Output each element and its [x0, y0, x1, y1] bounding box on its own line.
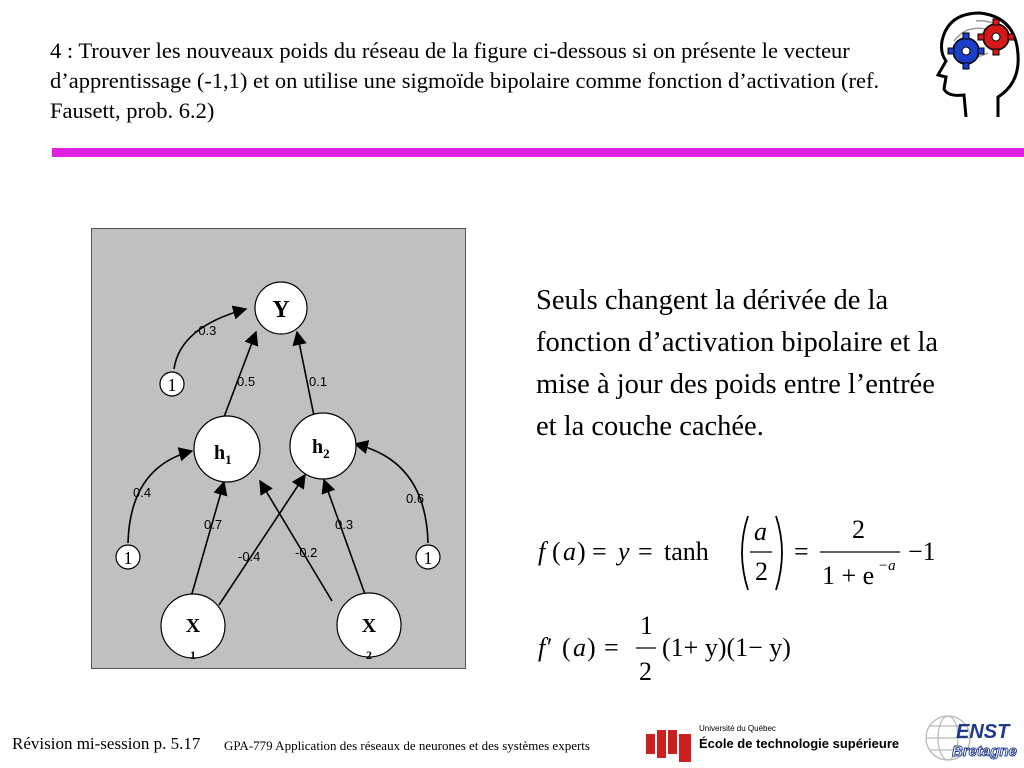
equation-derivative: [536, 608, 856, 688]
label-y: Y: [272, 297, 290, 323]
svg-text:=: =: [794, 537, 809, 566]
label-bias-h1: 1: [123, 548, 133, 568]
svg-text:): ): [577, 537, 586, 566]
svg-text:1 + e: 1 + e: [822, 561, 875, 590]
svg-text:): ): [587, 633, 596, 662]
title-divider: [52, 148, 1024, 157]
edge-x2-h2: [324, 480, 366, 597]
node-h1: [194, 416, 260, 482]
svg-text:1: 1: [640, 611, 653, 640]
svg-text:(1+ y)(1− y): (1+ y)(1− y): [662, 633, 791, 662]
svg-text:=: =: [638, 537, 653, 566]
weight-x1-h2: -0.4: [238, 549, 261, 564]
svg-text:(: (: [562, 633, 571, 662]
svg-text:ENST: ENST: [956, 721, 1010, 743]
svg-text:=: =: [604, 633, 619, 662]
svg-text:f: f: [538, 537, 546, 566]
label-bias-y: 1: [167, 375, 177, 395]
svg-text:(: (: [552, 537, 561, 566]
footer-course: GPA-779 Application des réseaux de neurones et des systèmes experts: [224, 738, 590, 753]
footer-revision: Révision mi-session p. 5.17: [12, 734, 201, 753]
svg-text:a: a: [563, 537, 576, 566]
label-x1-sub: 1: [190, 648, 196, 662]
weight-bias-h2: 0.6: [406, 491, 425, 506]
slide-title: 4 : Trouver les nouveaux poids du réseau de la figure ci-dessous si on présente le vecteur d’apprentissage (-1,1) et on utilise une sigmoïde bipolaire comme fonction d’activation (ref. Fausett, prob. 6.2): [50, 38, 880, 123]
svg-text:f′: f′: [538, 633, 551, 662]
edge-x2-h1: [260, 481, 332, 601]
weight-h2-y: 0.1: [309, 374, 328, 389]
label-x2: X: [361, 615, 377, 637]
weight-x1-h1: 0.7: [204, 517, 223, 532]
uq-name: Université du Québec: [699, 724, 776, 733]
label-x1: X: [185, 615, 201, 637]
svg-text:2: 2: [852, 515, 865, 544]
edge-x1-h2: [219, 475, 305, 605]
ets-brand: [699, 724, 899, 754]
svg-text:=: =: [592, 537, 607, 566]
ets-name: École de technologie supérieure: [699, 736, 900, 751]
edge-bias-y: [174, 309, 246, 369]
svg-text:a: a: [754, 517, 767, 546]
svg-text:Bretagne: Bretagne: [952, 743, 1018, 760]
svg-text:−a: −a: [878, 558, 896, 574]
label-bias-h2: 1: [423, 548, 433, 568]
label-x2-sub: 2: [366, 648, 372, 662]
brain-gears-icon: [936, 5, 1022, 121]
label-h2: $h_2$: [312, 436, 330, 461]
equation-activation: [536, 508, 976, 598]
ets-logo-icon: [646, 726, 694, 762]
svg-text:a: a: [573, 633, 586, 662]
svg-text:tanh: tanh: [664, 537, 709, 566]
weight-bias-h1: 0.4: [133, 485, 152, 500]
svg-text:−1: −1: [908, 537, 936, 566]
explanation-text: Seuls changent la dérivée de la fonction d’activation bipolaire et la mise à jour des poids entre l’entrée et la couche cachée.: [536, 285, 939, 442]
weight-x2-h1: -0.2: [295, 545, 318, 560]
weight-x2-h2: 0.3: [335, 517, 354, 532]
enst-logo: [922, 712, 1022, 766]
label-h1: $h_1$: [214, 442, 232, 467]
svg-text:2: 2: [755, 557, 768, 586]
edge-x1-h1: [191, 482, 224, 597]
network-diagram: [91, 228, 466, 669]
weight-bias-y: -0.3: [194, 323, 217, 338]
svg-text:2: 2: [639, 657, 652, 686]
weight-h1-y: 0.5: [237, 374, 256, 389]
svg-text:y: y: [618, 537, 630, 566]
